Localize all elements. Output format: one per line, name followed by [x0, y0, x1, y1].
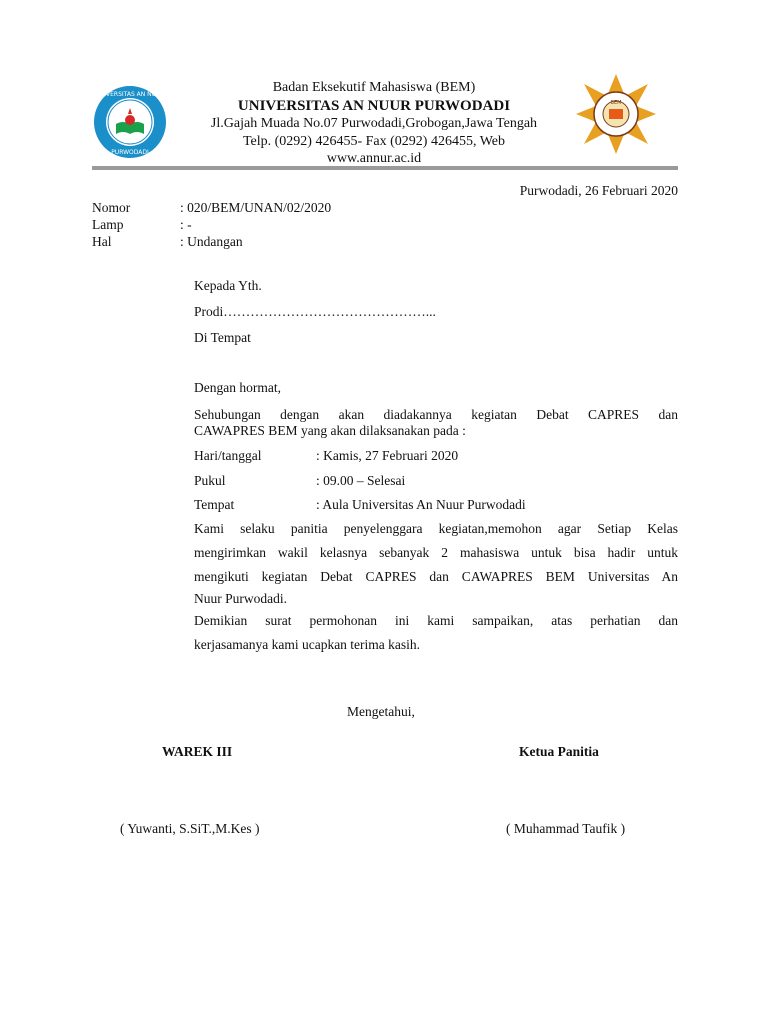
detail-label-date: Hari/tanggal — [194, 448, 262, 463]
signature-name-right: ( Muhammad Taufik ) — [506, 821, 626, 836]
mengetahui-label: Mengetahui, — [347, 704, 415, 719]
lamp-label: Lamp — [92, 217, 124, 232]
letterhead-divider — [92, 166, 678, 170]
greeting: Dengan hormat, — [194, 380, 281, 395]
detail-label-time: Pukul — [194, 473, 226, 488]
intro-line1: Sehubungan dengan akan diadakannya kegiatan Debat CAPRES dan — [194, 407, 678, 422]
paragraph2-line1: Kami selaku panitia penyelenggara kegiatan,memohon agar Setiap Kelas — [194, 521, 678, 536]
paragraph2-line2: mengirimkan wakil kelasnya sebanyak 2 mahasiswa untuk bisa hadir untuk — [194, 545, 678, 560]
letterhead-phone: Telp. (0292) 426455- Fax (0292) 426455, Web — [242, 134, 506, 149]
signature-title-right: Ketua Panitia — [519, 744, 599, 759]
letterhead-org: Badan Eksekutif Mahasiswa (BEM) — [272, 80, 476, 95]
paragraph2-line4: Nuur Purwodadi. — [194, 591, 287, 606]
detail-label-place: Tempat — [194, 497, 235, 512]
university-logo — [92, 84, 168, 160]
detail-value-time: : 09.00 – Selesai — [316, 473, 406, 488]
intro-line2: CAWAPRES BEM yang akan dilaksanakan pada : — [194, 423, 466, 438]
signature-name-left: ( Yuwanti, S.SiT.,M.Kes ) — [120, 821, 260, 836]
hal-value: : Undangan — [180, 234, 243, 249]
lamp-value: : - — [180, 217, 192, 232]
recipient-line2: Prodi………………………………………... — [194, 304, 436, 319]
paragraph3-line1: Demikian surat permohonan ini kami sampaikan, atas perhatian dan — [194, 613, 678, 628]
detail-value-date: : Kamis, 27 Februari 2020 — [316, 448, 459, 463]
svg-text:BEM: BEM — [610, 100, 622, 106]
university-seal-icon — [92, 84, 168, 160]
nomor-label: Nomor — [92, 200, 131, 215]
letterhead-university: UNIVERSITAS AN NUUR PURWODADI — [237, 98, 511, 114]
date-line: Purwodadi, 26 Februari 2020 — [519, 183, 678, 198]
svg-text:PURWODADI: PURWODADI — [111, 149, 149, 156]
signature-title-left: WAREK III — [162, 744, 233, 759]
bem-star-emblem-icon — [574, 72, 658, 156]
recipient-line1: Kepada Yth. — [194, 278, 262, 293]
letterhead-address: Jl.Gajah Muada No.07 Purwodadi,Grobogan,Jawa Tengah — [210, 116, 538, 131]
svg-text:UNIVERSITAS AN NUUR: UNIVERSITAS AN NUUR — [95, 91, 165, 98]
recipient-line3: Di Tempat — [194, 330, 251, 345]
paragraph3-line2: kerjasamanya kami ucapkan terima kasih. — [194, 637, 421, 652]
detail-value-place: : Aula Universitas An Nuur Purwodadi — [316, 497, 526, 512]
paragraph2-line3: mengikuti kegiatan Debat CAPRES dan CAWAPRES BEM Universitas An — [194, 569, 678, 584]
letterhead-web: www.annur.ac.id — [326, 151, 422, 166]
hal-label: Hal — [92, 234, 112, 249]
bem-logo — [574, 72, 658, 156]
nomor-value: : 020/BEM/UNAN/02/2020 — [180, 200, 332, 215]
